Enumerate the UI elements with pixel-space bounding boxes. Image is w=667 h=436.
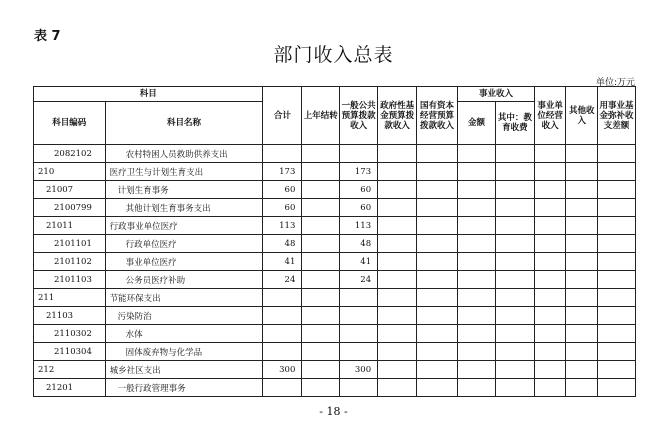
total-cell <box>263 145 302 163</box>
header-subject: 科目 <box>34 87 263 102</box>
general-budget-cell <box>340 343 378 361</box>
table-row <box>34 199 636 217</box>
general-budget-cell: 24 <box>340 271 378 289</box>
subject-name: 固体废弃物与化学品 <box>105 343 263 361</box>
page-title: 部门收入总表 <box>273 44 394 66</box>
subject-code: 2110302 <box>34 325 106 343</box>
subject-name: 行政事业单位医疗 <box>105 217 263 235</box>
subject-code: 2110304 <box>34 343 106 361</box>
table-row <box>34 325 636 343</box>
general-budget-cell <box>340 325 378 343</box>
total-cell: 300 <box>263 361 302 379</box>
table-row <box>34 289 636 307</box>
general-budget-cell: 60 <box>340 199 378 217</box>
header-amount: 金额 <box>458 102 496 145</box>
table-row <box>34 271 636 289</box>
subject-name: 行政单位医疗 <box>105 235 263 253</box>
general-budget-cell: 300 <box>340 361 378 379</box>
subject-name: 事业单位医疗 <box>105 253 263 271</box>
table-row <box>34 379 636 397</box>
subject-code: 2082102 <box>34 145 106 163</box>
subject-name: 水体 <box>105 325 263 343</box>
header-code: 科目编码 <box>34 102 106 145</box>
total-cell <box>263 379 302 397</box>
subject-code: 21201 <box>34 379 106 397</box>
total-cell: 24 <box>263 271 302 289</box>
table-row <box>34 235 636 253</box>
header-state-capital: 国有资本经营预算拨款收入 <box>417 87 458 145</box>
subject-name: 城乡社区支出 <box>105 361 263 379</box>
subject-name: 农村特困人员救助供养支出 <box>105 145 263 163</box>
total-cell <box>263 325 302 343</box>
page-number: - 18 - <box>319 405 348 418</box>
table-number: 表 7 <box>34 29 61 44</box>
total-cell: 60 <box>263 181 302 199</box>
subject-name: 医疗卫生与计划生育支出 <box>105 163 263 181</box>
general-budget-cell: 48 <box>340 235 378 253</box>
table-row <box>34 163 636 181</box>
subject-name: 计划生育事务 <box>105 181 263 199</box>
table-row <box>34 343 636 361</box>
header-gov-fund: 政府性基金预算拨款收入 <box>378 87 417 145</box>
subject-code: 2101102 <box>34 253 106 271</box>
general-budget-cell <box>340 379 378 397</box>
general-budget-cell: 60 <box>340 181 378 199</box>
header-career-unit-operating: 事业单位经营收入 <box>534 87 566 145</box>
subject-name: 节能环保支出 <box>105 289 263 307</box>
subject-name: 一般行政管理事务 <box>105 379 263 397</box>
header-carryover: 上年结转 <box>302 87 340 145</box>
general-budget-cell: 41 <box>340 253 378 271</box>
subject-name: 公务员医疗补助 <box>105 271 263 289</box>
subject-code: 21007 <box>34 181 106 199</box>
total-cell: 60 <box>263 199 302 217</box>
general-budget-cell: 113 <box>340 217 378 235</box>
subject-code: 21103 <box>34 307 106 325</box>
subject-name: 其他计划生育事务支出 <box>105 199 263 217</box>
total-cell <box>263 289 302 307</box>
total-cell: 173 <box>263 163 302 181</box>
header-general-budget: 一般公共预算拨款收入 <box>340 87 378 145</box>
subject-code: 2101101 <box>34 235 106 253</box>
total-cell <box>263 343 302 361</box>
table-row <box>34 361 636 379</box>
subject-code: 212 <box>34 361 106 379</box>
total-cell: 41 <box>263 253 302 271</box>
unit-label: 单位:万元 <box>595 78 635 88</box>
total-cell: 113 <box>263 217 302 235</box>
table-row <box>34 253 636 271</box>
income-table <box>33 86 636 397</box>
subject-code: 210 <box>34 163 106 181</box>
table-row <box>34 145 636 163</box>
table-row <box>34 307 636 325</box>
total-cell <box>263 307 302 325</box>
subject-code: 2101103 <box>34 271 106 289</box>
header-total: 合计 <box>263 87 302 145</box>
subject-name: 污染防治 <box>105 307 263 325</box>
total-cell: 48 <box>263 235 302 253</box>
header-name: 科目名称 <box>105 102 263 145</box>
header-career-fund-supplement: 用事业基金弥补收支差额 <box>598 87 636 145</box>
general-budget-cell <box>340 289 378 307</box>
table-row <box>34 217 636 235</box>
header-education-fee: 其中：教育收费 <box>495 102 534 145</box>
subject-code: 211 <box>34 289 106 307</box>
table-row <box>34 181 636 199</box>
subject-code: 21011 <box>34 217 106 235</box>
general-budget-cell <box>340 307 378 325</box>
header-other-income: 其他收入 <box>566 87 598 145</box>
header-career-income: 事业收入 <box>458 87 535 102</box>
general-budget-cell <box>340 145 378 163</box>
subject-code: 2100799 <box>34 199 106 217</box>
general-budget-cell: 173 <box>340 163 378 181</box>
